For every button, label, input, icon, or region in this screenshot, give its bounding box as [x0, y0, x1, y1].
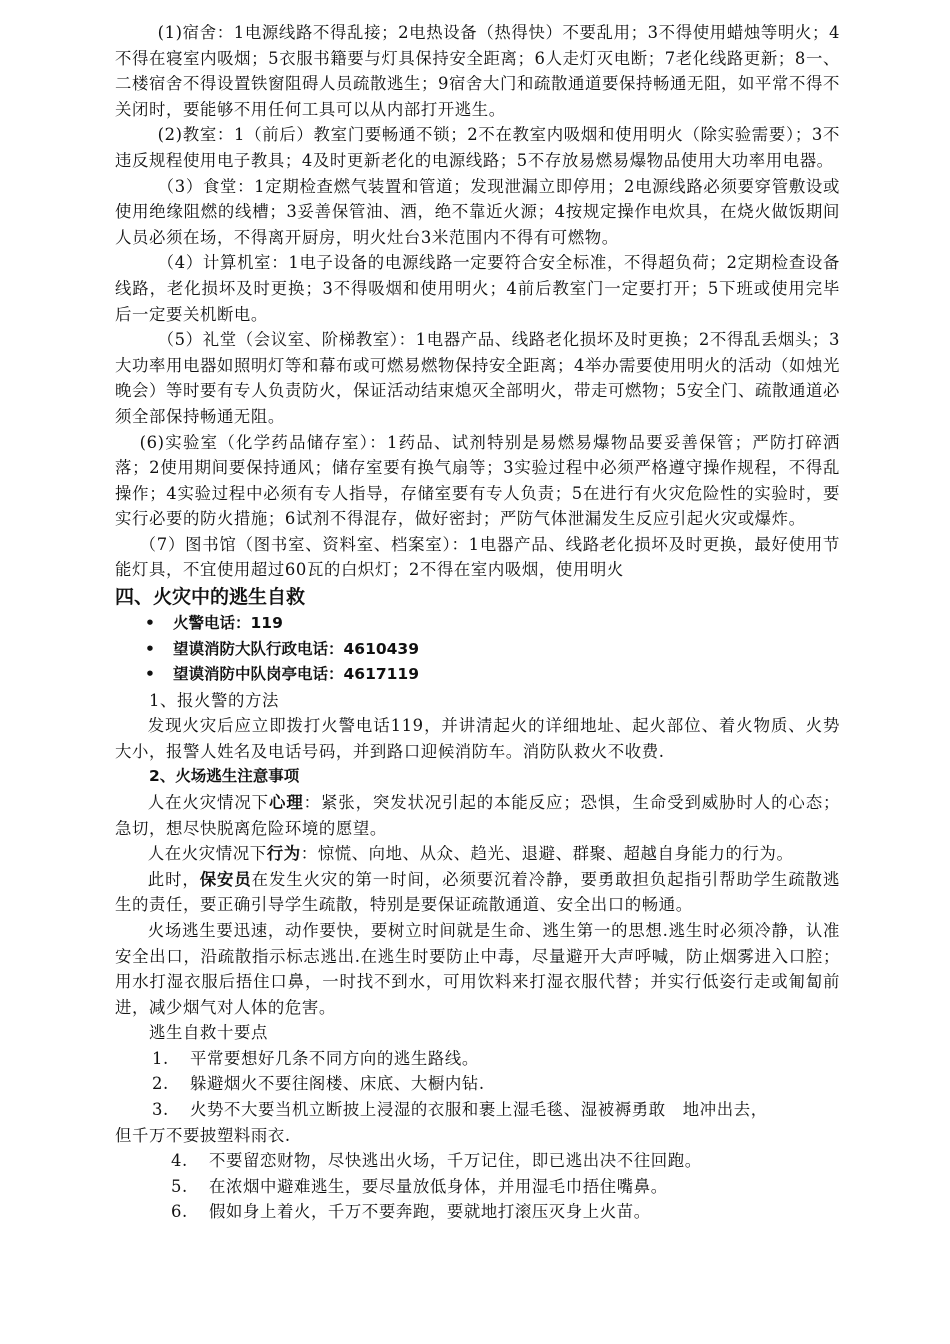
bullet-icon: •	[145, 639, 155, 658]
fire-alarm-phone: • 火警电话：119	[145, 611, 840, 637]
escape-notes-title: 2、火场逃生注意事项	[149, 767, 300, 786]
list-item: 2. 躲避烟火不要往阁楼、床底、大橱内钻.	[152, 1074, 485, 1094]
list-item: 6. 假如身上着火，千万不要奔跑，要就地打滚压灭身上火苗。	[171, 1202, 651, 1222]
tips-title: 逃生自救十要点	[149, 1023, 268, 1043]
list-item: 3. 火势不大要当机立断披上浸湿的衣服和裹上湿毛毯、湿被褥勇敢 地冲出去，	[152, 1100, 768, 1120]
lab-rules: (6)实验室（化学药品储存室）：1药品、试剂特别是易燃易爆物品要妥善保管；严防打碎洒落；2使用期间要保持通风；储存室要有换气扇等；3实验过程中必须严格遵守操作规程，不得乱操作；4实验过程中必须有专人指导，存储室要有专人负责；5在进行有火灾危险性的实验时，要实行必要的防火措施；6试剂不得混存，做好密封；严防气体泄漏发生反应引起火灾或爆炸。	[115, 432, 840, 529]
dorm-rules: (1)宿舍：1电源线路不得乱接；2电热设备（热得快）不要乱用；3不得使用蜡烛等明火；4不得在寝室内吸烟；5衣服书籍要与灯具保持安全距离；6人走灯灭电断；7老化线路更新；8一、二楼宿舍不得设置铁窗阻碍人员疏散逃生；9宿舍大门和疏散通道要保持畅通无阻，如平常不得不关闭时，要能够不用任何工具可以从内部打开逃生。	[115, 23, 840, 119]
document-page	[115, 20, 840, 1225]
squadron-post-phone: • 望谟消防中队岗亭电话：4617119	[145, 662, 840, 688]
section-heading: 四、火灾中的逃生自救	[115, 586, 306, 609]
list-item: 5. 在浓烟中避难逃生，要尽量放低身体，并用湿毛巾捂住嘴鼻。	[171, 1176, 668, 1196]
computer-room-rules: （4）计算机室：1电子设备的电源线路一定要符合安全标准，不得超负荷；2定期检查设备线路，老化损坏及时更换；3不得吸烟和使用明火；4前后教室门一定要打开；5下班或使用完毕后一定要关机断电。	[115, 253, 840, 324]
brigade-admin-phone: • 望谟消防大队行政电话：4610439	[145, 637, 840, 663]
hall-rules: （5）礼堂（会议室、阶梯教室）：1电器产品、线路老化损坏及时更换；2不得乱丢烟头；3大功率用电器如照明灯等和幕布或可燃易燃物保持安全距离；4举办需要使用明火的活动（如烛光晚会）等时要有专人负责防火，保证活动结束熄灭全部明火，带走可燃物；5安全门、疏散通道必须全部保持畅通无阻。	[115, 330, 840, 426]
alarm-method-title: 1、报火警的方法	[149, 690, 279, 710]
bullet-icon: •	[145, 665, 155, 684]
speed-paragraph: 火场逃生要迅速，动作要快，要树立时间就是生命、逃生第一的思想.逃生时必须冷静，认准安全出口，沿疏散指示标志逃出.在逃生时要防止中毒，尽量避开大声呼喊，防止烟雾进入口腔；用水打湿衣服后捂住口鼻，一时找不到水，可用饮料来打湿衣服代替；并实行低姿行走或匍匐前进，减少烟气对人体的危害。	[115, 920, 840, 1017]
psychology-paragraph: 人在火灾情况下心理：紧张，突发状况引起的本能反应；恐惧，生命受到威胁时人的心态；急切，想尽快脱离危险环境的愿望。	[115, 792, 841, 838]
alarm-method-text: 发现火灾后应立即拨打火警电话119，并讲清起火的详细地址、起火部位、着火物质、火势大小，报警人姓名及电话号码，并到路口迎候消防车。消防队救火不收费.	[115, 716, 840, 761]
bullet-icon: •	[145, 614, 155, 633]
tips-list	[115, 1046, 840, 1225]
list-item-continuation: 但千万不要披塑料雨衣.	[115, 1125, 291, 1145]
list-item: 4. 不要留恋财物，尽快逃出火场，千万记住，即已逃出决不往回跑。	[171, 1151, 702, 1171]
list-item: 1. 平常要想好几条不同方向的逃生路线。	[152, 1048, 479, 1068]
canteen-rules: （3）食堂：1定期检查燃气装置和管道；发现泄漏立即停用；2电源线路必须要穿管敷设或使用绝缘阻燃的线槽；3妥善保管油、酒，绝不靠近火源；4按规定操作电炊具，在烧火做饭期间人员必须在场，不得离开厨房，明火灶台3米范围内不得有可燃物。	[115, 176, 840, 247]
library-rules: （7）图书馆（图书室、资料室、档案室）：1电器产品、线路老化损坏及时更换，最好使用节能灯具，不宜使用超过60瓦的白炽灯；2不得在室内吸烟，使用明火	[115, 534, 840, 580]
emergency-phone-list	[115, 611, 840, 688]
behavior-paragraph: 人在火灾情况下行为：惊慌、向地、从众、趋光、退避、群聚、超越自身能力的行为。	[147, 844, 794, 864]
classroom-rules: (2)教室：1（前后）教室门要畅通不锁；2不在教室内吸烟和使用明火（除实验需要）；3不违反规程使用电子教具；4及时更新老化的电源线路；5不存放易燃易爆物品使用大功率用电器。	[115, 125, 840, 170]
guard-paragraph: 此时，保安员在发生火灾的第一时间，必须要沉着冷静，要勇敢担负起指引帮助学生疏散逃生的责任，要正确引导学生疏散，特别是要保证疏散通道、安全出口的畅通。	[115, 869, 840, 915]
